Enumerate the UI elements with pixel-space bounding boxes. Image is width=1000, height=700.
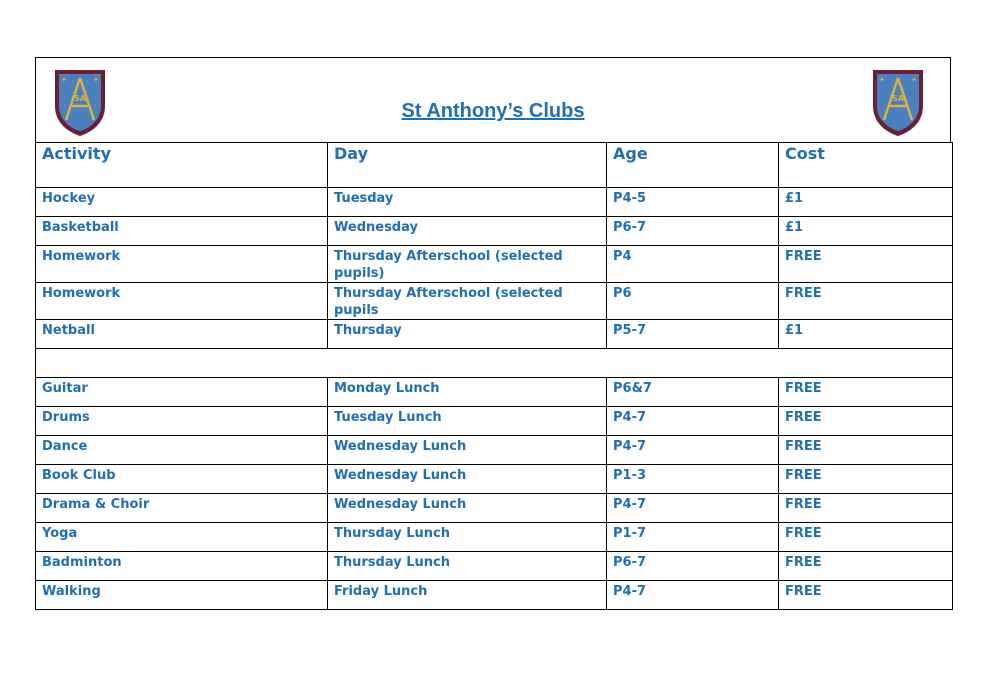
- svg-text:✦: ✦: [879, 76, 885, 84]
- cell-day: Thursday Afterschool (selected pupils): [328, 246, 607, 283]
- cell-activity: Drama & Choir: [36, 494, 328, 523]
- header-cost: Cost: [779, 143, 953, 188]
- cell-age: P6: [607, 283, 779, 320]
- cell-activity: Hockey: [36, 188, 328, 217]
- cell-day: Tuesday Lunch: [328, 407, 607, 436]
- table-row: [36, 465, 953, 494]
- cell-day: Thursday Afterschool (selected pupils: [328, 283, 607, 320]
- cell-cost: FREE: [779, 283, 953, 320]
- cell-activity: Drums: [36, 407, 328, 436]
- cell-activity: Walking: [36, 581, 328, 610]
- svg-text:✦: ✦: [93, 76, 99, 84]
- cell-age: P4-7: [607, 494, 779, 523]
- section-spacer-row: [36, 349, 953, 378]
- svg-text:SA: SA: [74, 94, 86, 103]
- cell-activity: Badminton: [36, 552, 328, 581]
- cell-age: P6-7: [607, 552, 779, 581]
- school-crest-right: [870, 68, 926, 138]
- cell-day: Thursday: [328, 320, 607, 349]
- clubs-table: [35, 142, 953, 610]
- cell-day: Tuesday: [328, 188, 607, 217]
- cell-activity: Basketball: [36, 217, 328, 246]
- table-row: [36, 246, 953, 283]
- cell-cost: FREE: [779, 407, 953, 436]
- cell-age: P1-7: [607, 523, 779, 552]
- page-title: St Anthony’s Clubs: [401, 100, 585, 122]
- spacer-cell: [36, 349, 953, 378]
- table-row: [36, 378, 953, 407]
- table-row: [36, 552, 953, 581]
- cell-age: P4-7: [607, 581, 779, 610]
- svg-text:✦: ✦: [911, 76, 917, 84]
- cell-age: P4-7: [607, 407, 779, 436]
- cell-cost: FREE: [779, 246, 953, 283]
- cell-cost: £1: [779, 217, 953, 246]
- cell-activity: Dance: [36, 436, 328, 465]
- cell-activity: Netball: [36, 320, 328, 349]
- svg-text:SA: SA: [892, 94, 904, 103]
- cell-day: Monday Lunch: [328, 378, 607, 407]
- cell-activity: Guitar: [36, 378, 328, 407]
- cell-age: P6&7: [607, 378, 779, 407]
- cell-cost: FREE: [779, 465, 953, 494]
- header-age: Age: [607, 143, 779, 188]
- cell-cost: FREE: [779, 581, 953, 610]
- cell-day: Wednesday Lunch: [328, 436, 607, 465]
- clubs-document: [35, 57, 951, 610]
- header-activity: Activity: [36, 143, 328, 188]
- table-row: [36, 217, 953, 246]
- cell-age: P4-5: [607, 188, 779, 217]
- cell-age: P5-7: [607, 320, 779, 349]
- cell-day: Thursday Lunch: [328, 523, 607, 552]
- table-row: [36, 581, 953, 610]
- cell-cost: £1: [779, 320, 953, 349]
- cell-cost: FREE: [779, 436, 953, 465]
- document-header: [35, 57, 951, 142]
- cell-day: Thursday Lunch: [328, 552, 607, 581]
- cell-activity: Yoga: [36, 523, 328, 552]
- table-row: [36, 436, 953, 465]
- table-row: [36, 188, 953, 217]
- cell-age: P4: [607, 246, 779, 283]
- table-row: [36, 407, 953, 436]
- cell-cost: FREE: [779, 378, 953, 407]
- cell-day: Wednesday Lunch: [328, 494, 607, 523]
- cell-cost: FREE: [779, 494, 953, 523]
- cell-age: P4-7: [607, 436, 779, 465]
- table-row: [36, 523, 953, 552]
- cell-cost: FREE: [779, 523, 953, 552]
- svg-text:✦: ✦: [61, 76, 67, 84]
- cell-cost: FREE: [779, 552, 953, 581]
- cell-activity: Homework: [36, 246, 328, 283]
- table-row: [36, 320, 953, 349]
- header-day: Day: [328, 143, 607, 188]
- table-row: [36, 494, 953, 523]
- cell-cost: £1: [779, 188, 953, 217]
- table-row: [36, 283, 953, 320]
- table-header-row: [36, 143, 953, 188]
- cell-activity: Homework: [36, 283, 328, 320]
- cell-day: Wednesday Lunch: [328, 465, 607, 494]
- cell-age: P6-7: [607, 217, 779, 246]
- cell-age: P1-3: [607, 465, 779, 494]
- cell-activity: Book Club: [36, 465, 328, 494]
- cell-day: Wednesday: [328, 217, 607, 246]
- cell-day: Friday Lunch: [328, 581, 607, 610]
